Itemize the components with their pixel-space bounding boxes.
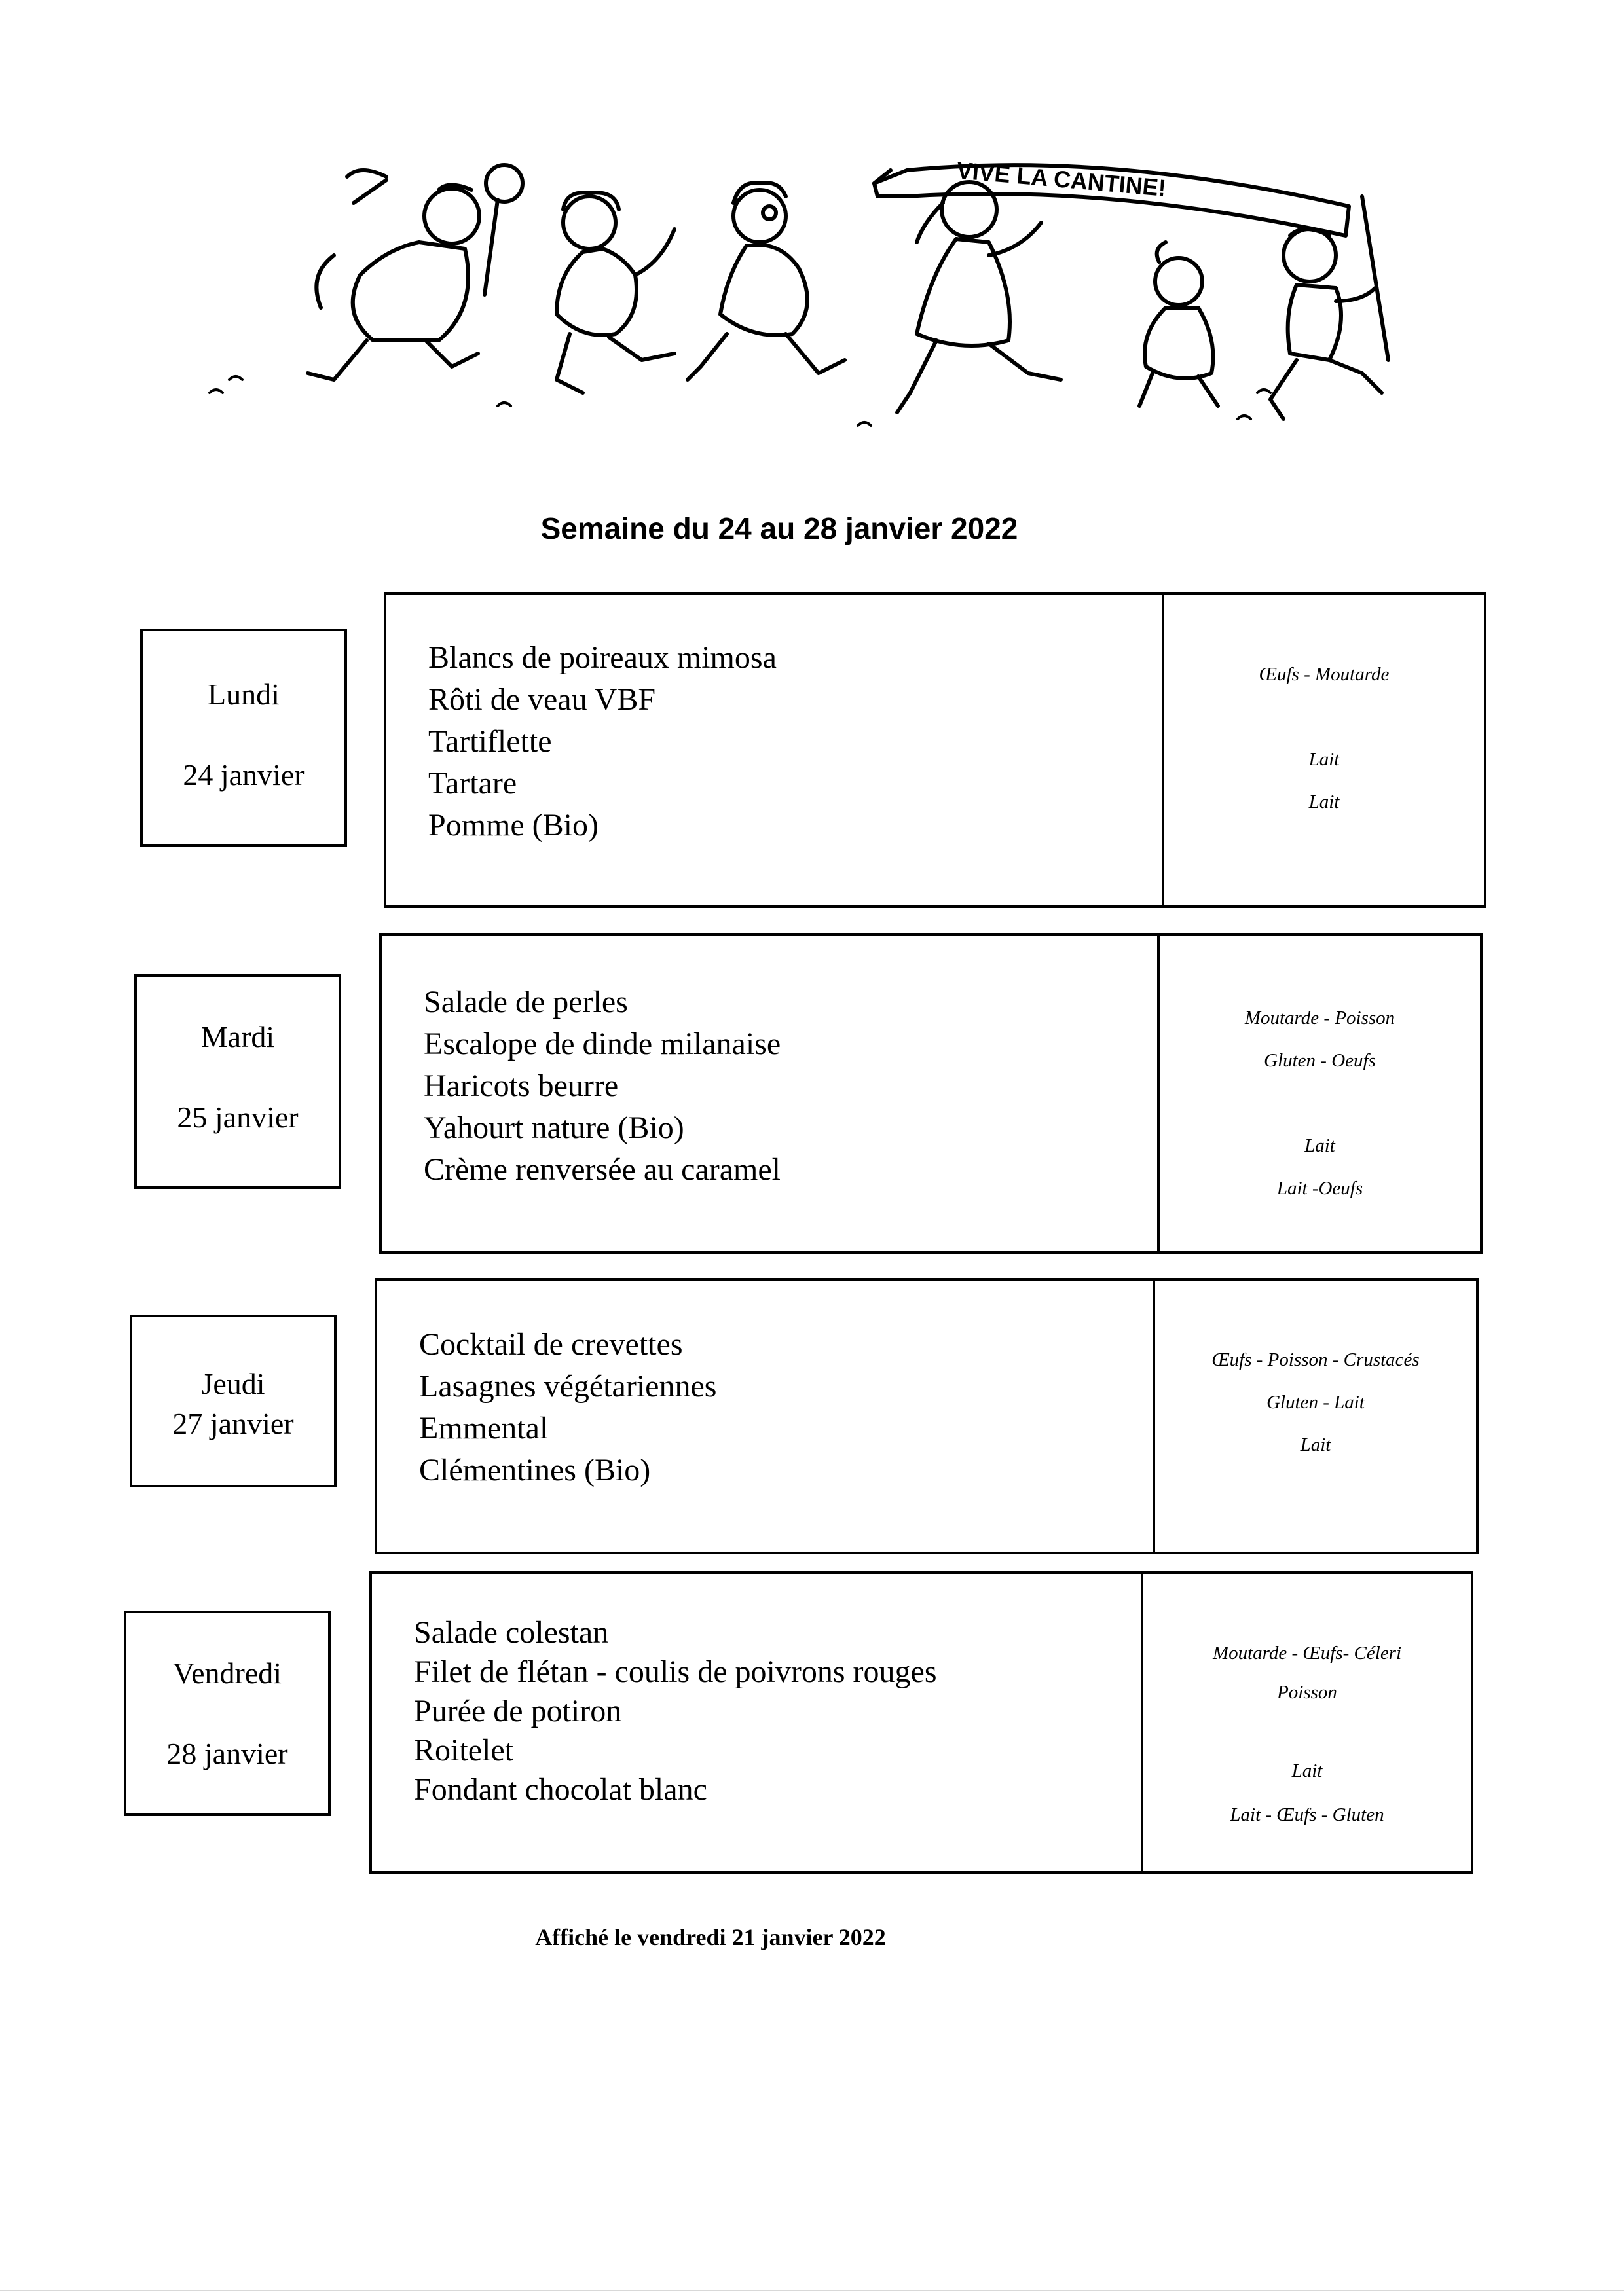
menu-box-vendredi	[369, 1571, 1473, 1874]
cook-figure-icon	[308, 165, 523, 380]
day-box-vendredi	[124, 1611, 331, 1816]
menu-item: Lasagnes végétariennes	[419, 1369, 717, 1404]
day-name: Jeudi	[201, 1367, 265, 1400]
allergen-line: Œufs - Poisson - Crustacés	[1211, 1349, 1420, 1370]
banner-text: VIVE LA CANTINE!	[955, 156, 1168, 202]
week-title: Semaine du 24 au 28 janvier 2022	[540, 511, 1018, 545]
allergen-line: Œufs - Moutarde	[1259, 664, 1390, 685]
allergen-line: Lait	[1308, 792, 1340, 812]
menu-list	[386, 595, 1164, 905]
menu-item: Salade colestan	[414, 1615, 609, 1650]
menu-box-mardi	[379, 933, 1483, 1254]
menu-list	[372, 1574, 1143, 1871]
menu-item: Yahourt nature (Bio)	[424, 1110, 684, 1145]
menu-box-lundi	[384, 592, 1486, 908]
menu-item: Clémentines (Bio)	[419, 1453, 651, 1487]
menu-list	[377, 1281, 1155, 1552]
allergen-line: Lait	[1300, 1434, 1331, 1455]
day-date: 25 janvier	[177, 1101, 299, 1134]
day-name: Mardi	[200, 1020, 275, 1053]
menu-item: Blancs de poireaux mimosa	[428, 640, 777, 675]
menu-item: Crème renversée au caramel	[424, 1152, 781, 1187]
day-date: 28 janvier	[166, 1737, 288, 1770]
small-girl-figure-icon	[1139, 242, 1218, 406]
menu-item: Haricots beurre	[424, 1068, 619, 1103]
menu-list	[382, 936, 1160, 1251]
boy-figure-icon	[1270, 229, 1382, 419]
allergen-line: Moutarde - Œufs- Céleri	[1212, 1643, 1402, 1664]
girl-glasses-figure-icon	[688, 183, 845, 380]
day-box-jeudi	[130, 1315, 337, 1487]
menu-item: Tartiflette	[428, 724, 552, 759]
cantine-illustration	[190, 144, 1421, 471]
day-box-mardi	[134, 974, 341, 1189]
allergen-line: Moutarde - Poisson	[1244, 1008, 1395, 1029]
allergen-line: Lait	[1304, 1135, 1335, 1156]
day-name: Vendredi	[172, 1656, 282, 1690]
posted-date: Affiché le vendredi 21 janvier 2022	[535, 1924, 886, 1950]
scan-edge-line	[0, 2290, 1624, 2291]
allergen-line: Lait - Œufs - Gluten	[1230, 1804, 1384, 1825]
allergen-line: Lait	[1291, 1760, 1323, 1781]
allergens-list	[1164, 595, 1484, 905]
menu-item: Escalope de dinde milanaise	[424, 1027, 781, 1061]
menu-item: Pomme (Bio)	[428, 808, 599, 843]
menu-item: Fondant chocolat blanc	[414, 1772, 707, 1807]
allergens-list	[1155, 1281, 1476, 1552]
allergens-list	[1160, 936, 1480, 1251]
menu-item: Cocktail de crevettes	[419, 1327, 683, 1362]
menu-item: Rôti de veau VBF	[428, 682, 656, 717]
menu-item: Purée de potiron	[414, 1694, 622, 1728]
motion-marks-icon	[210, 376, 1270, 426]
menu-item: Roitelet	[414, 1733, 513, 1768]
allergen-line: Gluten - Oeufs	[1264, 1050, 1376, 1071]
girl-curly-figure-icon	[557, 192, 674, 393]
menu-item: Filet de flétan - coulis de poivrons rouges	[414, 1654, 937, 1689]
menu-item: Tartare	[428, 766, 517, 801]
girl-pigtails-figure-icon	[897, 182, 1061, 412]
allergen-line: Lait	[1308, 749, 1340, 770]
menu-item: Salade de perles	[424, 985, 628, 1019]
day-name: Lundi	[208, 678, 280, 711]
day-date: 27 janvier	[172, 1407, 294, 1440]
allergen-line: Poisson	[1277, 1682, 1337, 1703]
allergens-list	[1143, 1574, 1471, 1871]
day-date: 24 janvier	[183, 758, 304, 792]
menu-item: Emmental	[419, 1411, 549, 1446]
allergen-line: Lait -Oeufs	[1276, 1178, 1363, 1199]
menu-box-jeudi	[375, 1278, 1479, 1554]
day-box-lundi	[140, 629, 347, 847]
allergen-line: Gluten - Lait	[1266, 1392, 1365, 1413]
